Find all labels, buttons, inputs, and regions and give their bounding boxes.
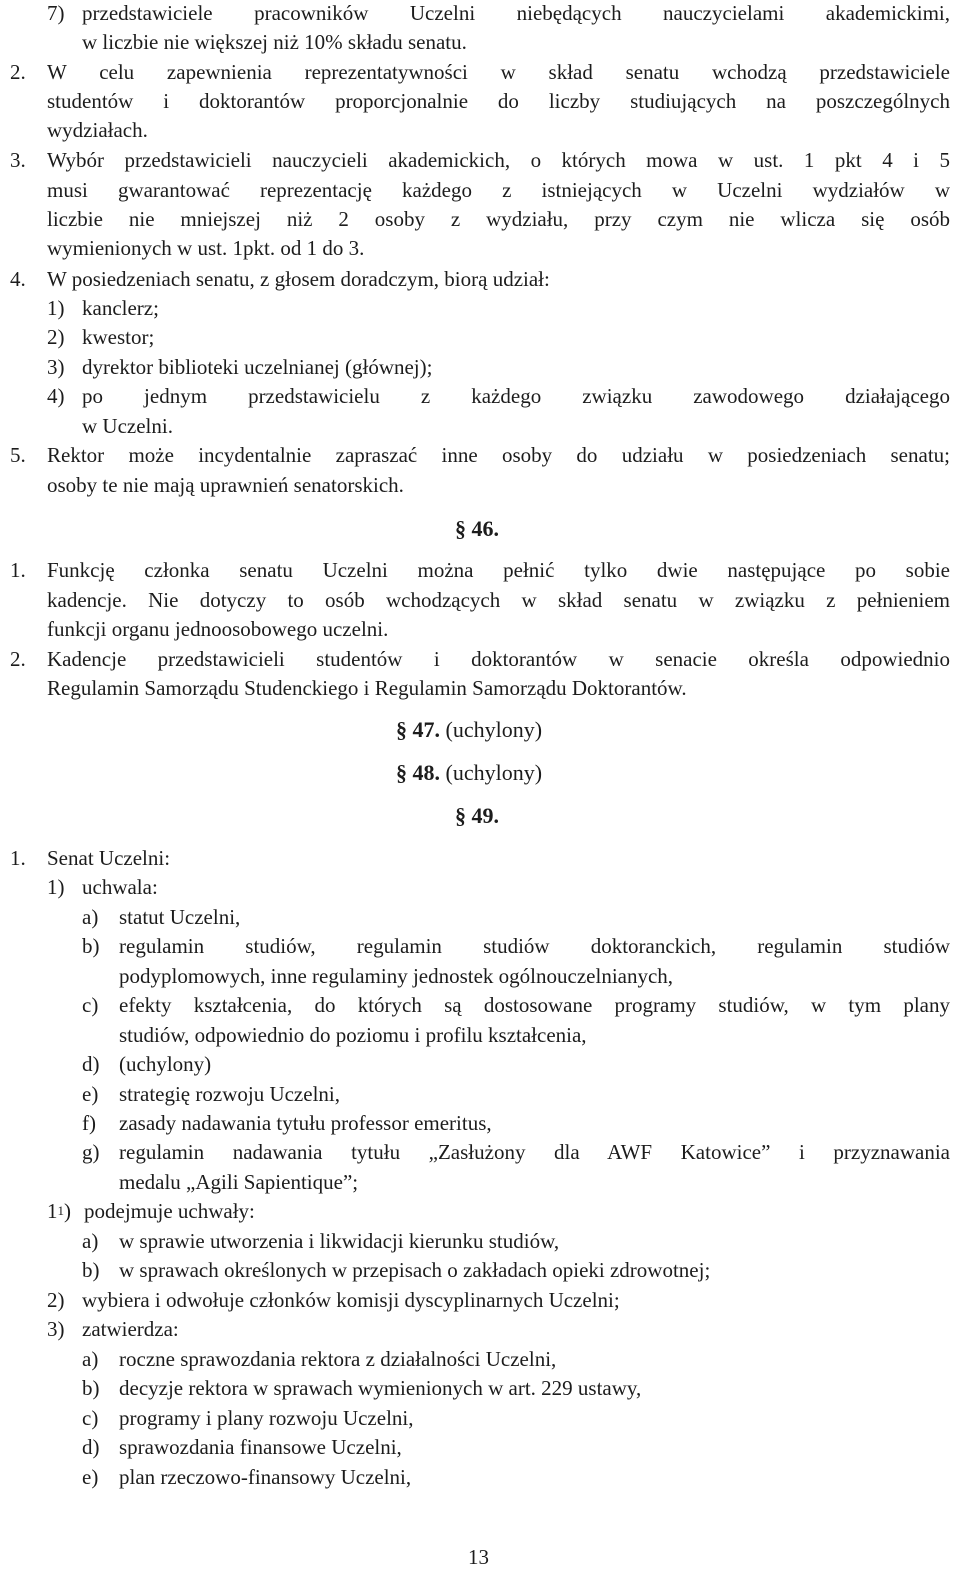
text-line: studiów, odpowiednio do poziomu i profilu kształcenia, <box>119 1023 587 1047</box>
letter-item: b) <box>82 1376 100 1400</box>
text-line: po jednym przedstawicielu z każdego związku zawodowego działającego <box>82 384 950 408</box>
letter-item: c) <box>82 993 99 1017</box>
item-number: 7) <box>47 1 65 25</box>
section-heading: § 46. <box>455 516 499 541</box>
text-line: Senat Uczelni: <box>47 846 171 870</box>
item-number: 2) <box>47 325 65 349</box>
paragraph-number: 2. <box>10 647 26 671</box>
text-line: kwestor; <box>82 325 155 349</box>
letter-item: a) <box>82 1229 99 1253</box>
section-number: § 47. <box>396 717 440 742</box>
text-line: Kadencje przedstawicieli studentów i doktorantów w senacie określa odpowiednio <box>47 647 950 671</box>
letter-item: b) <box>82 1258 100 1282</box>
text-line: w Uczelni. <box>82 414 173 438</box>
letter-item: a) <box>82 905 99 929</box>
text-line: wydziałach. <box>47 118 148 142</box>
section-heading: § 49. <box>455 803 499 828</box>
paragraph-number: 4. <box>10 267 26 291</box>
text-line: uchwala: <box>82 875 158 899</box>
text-line: musi gwarantować reprezentację każdego z istniejących w Uczelni wydziałów w <box>47 178 950 202</box>
text-line: W posiedzeniach senatu, z głosem doradczym, biorą udział: <box>47 267 550 291</box>
text-line: liczbie nie mniejszej niż 2 osoby z wydziału, przy czym nie wlicza się osób <box>47 207 950 231</box>
text-line: wymienionych w ust. 1pkt. od 1 do 3. <box>47 236 365 260</box>
text-line: efekty kształcenia, do których są dostosowane programy studiów, w tym plany <box>119 993 950 1017</box>
text-line: funkcji organu jednoosobowego uczelni. <box>47 617 389 641</box>
text-line: regulamin studiów, regulamin studiów doktoranckich, regulamin studiów <box>119 934 950 958</box>
letter-item: d) <box>82 1052 100 1076</box>
text-line: strategię rozwoju Uczelni, <box>119 1082 340 1106</box>
item-number: 1) <box>47 296 65 320</box>
letter-item: d) <box>82 1435 100 1459</box>
text-line: w sprawach określonych w przepisach o zakładach opieki zdrowotnej; <box>119 1258 711 1282</box>
text-line: dyrektor biblioteki uczelnianej (głównej); <box>82 355 433 379</box>
item-number: 1) <box>47 875 65 899</box>
text-line: programy i plany rozwoju Uczelni, <box>119 1406 414 1430</box>
text-line: kanclerz; <box>82 296 159 320</box>
text-line: sprawozdania finansowe Uczelni, <box>119 1435 402 1459</box>
item-number: 3) <box>47 1317 65 1341</box>
section-heading <box>396 716 542 744</box>
text-line: Regulamin Samorządu Studenckiego i Regulamin Samorządu Doktorantów. <box>47 676 687 700</box>
item-number: 3) <box>47 355 65 379</box>
letter-item: e) <box>82 1082 99 1106</box>
text-line: przedstawiciele pracowników Uczelni niebędących nauczycielami akademickimi, <box>82 1 950 25</box>
text-line: podejmuje uchwały: <box>84 1199 255 1223</box>
text-line: Wybór przedstawicieli nauczycieli akademickich, o których mowa w ust. 1 pkt 4 i 5 <box>47 148 950 172</box>
text-line: W celu zapewnienia reprezentatywności w skład senatu wchodzą przedstawiciele <box>47 60 950 84</box>
text-line: Funkcję członka senatu Uczelni można pełnić tylko dwie następujące po sobie <box>47 558 950 582</box>
text-line: podyplomowych, inne regulaminy jednostek ogólnouczelnianych, <box>119 964 674 988</box>
text-line: Rektor może incydentalnie zapraszać inne osoby do udziału w posiedzeniach senatu; <box>47 443 950 467</box>
text-line: zatwierdza: <box>82 1317 179 1341</box>
paragraph-number: 1. <box>10 846 26 870</box>
section-note: (uchylony) <box>445 717 543 742</box>
letter-item: f) <box>82 1111 96 1135</box>
item-number: 4) <box>47 384 65 408</box>
item-number <box>47 1198 71 1224</box>
text-line: regulamin nadawania tytułu „Zasłużony dla AWF Katowice” i przyznawania <box>119 1140 950 1164</box>
text-line: w sprawie utworzenia i likwidacji kierunku studiów, <box>119 1229 560 1253</box>
text-line: wybiera i odwołuje członków komisji dyscyplinarnych Uczelni; <box>82 1288 620 1312</box>
item-number-close: ) <box>64 1199 71 1223</box>
paragraph-number: 5. <box>10 443 26 467</box>
text-line: osoby te nie mają uprawnień senatorskich. <box>47 473 404 497</box>
section-heading <box>396 759 542 787</box>
paragraph-number: 2. <box>10 60 26 84</box>
paragraph-number: 1. <box>10 558 26 582</box>
paragraph-number: 3. <box>10 148 26 172</box>
text-line: studentów i doktorantów proporcjonalnie do liczby studiujących na poszczególnych <box>47 89 950 113</box>
text-line: medalu „Agili Sapientique”; <box>119 1170 359 1194</box>
text-line: w liczbie nie większej niż 10% składu senatu. <box>82 30 467 54</box>
text-line: (uchylony) <box>119 1052 212 1076</box>
item-number-superscript: 1 <box>57 1203 64 1218</box>
text-line: decyzje rektora w sprawach wymienionych w art. 229 ustawy, <box>119 1376 642 1400</box>
text-line: roczne sprawozdania rektora z działalności Uczelni, <box>119 1347 557 1371</box>
text-line: plan rzeczowo-finansowy Uczelni, <box>119 1465 412 1489</box>
item-number-base: 1 <box>47 1199 58 1223</box>
letter-item: e) <box>82 1465 99 1489</box>
letter-item: a) <box>82 1347 99 1371</box>
text-line: zasady nadawania tytułu professor emeritus, <box>119 1111 492 1135</box>
page-number: 13 <box>468 1545 489 1569</box>
text-line: statut Uczelni, <box>119 905 241 929</box>
section-number: § 48. <box>396 760 440 785</box>
section-note: (uchylony) <box>445 760 543 785</box>
item-number: 2) <box>47 1288 65 1312</box>
letter-item: c) <box>82 1406 99 1430</box>
letter-item: b) <box>82 934 100 958</box>
text-line: kadencje. Nie dotyczy to osób wchodzących w skład senatu w związku z pełnieniem <box>47 588 950 612</box>
letter-item: g) <box>82 1140 100 1164</box>
